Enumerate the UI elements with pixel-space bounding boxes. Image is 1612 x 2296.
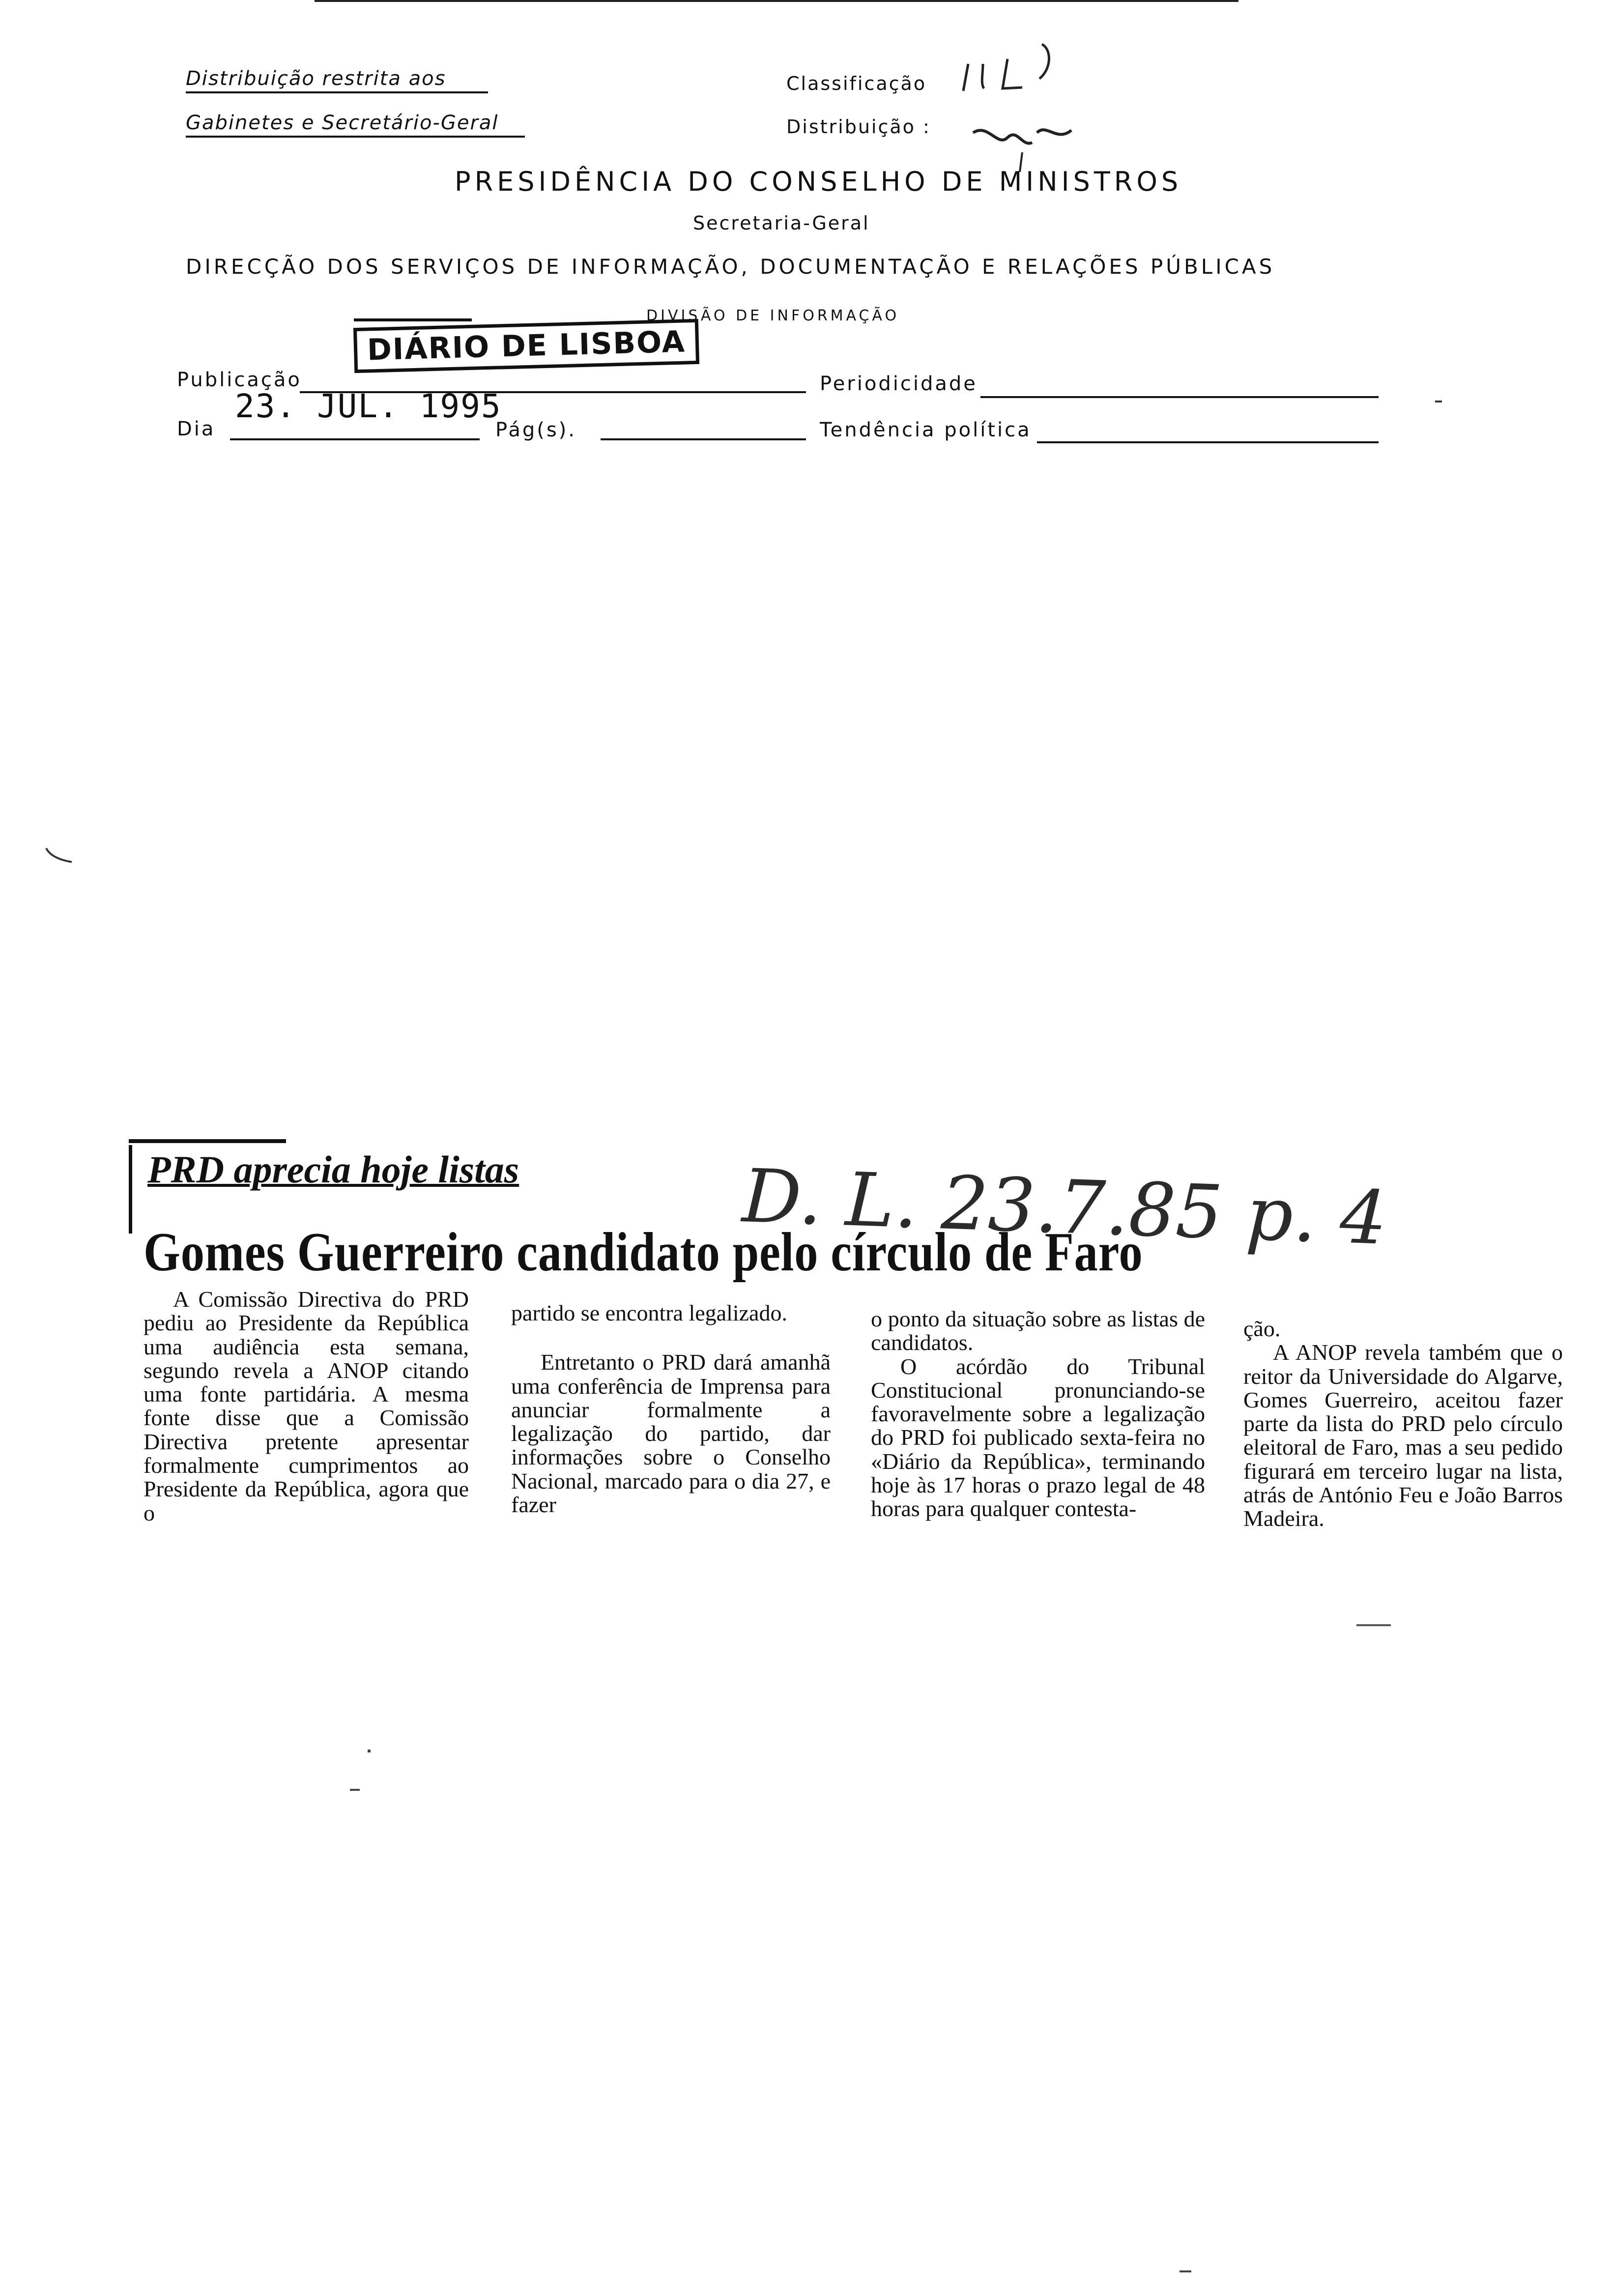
article-column-4 <box>1243 1317 1563 1531</box>
scan-edge-line <box>315 0 1238 2</box>
periodicity-line <box>980 396 1379 398</box>
publication-stamp: DIÁRIO DE LISBOA <box>353 319 699 373</box>
scan-speck <box>1180 2270 1191 2272</box>
pages-label: Pág(s). <box>495 419 576 441</box>
institution-title: PRESIDÊNCIA DO CONSELHO DE MINISTROS <box>455 166 1182 197</box>
article-kicker: PRD aprecia hoje listas <box>147 1148 519 1191</box>
day-line <box>230 438 480 440</box>
scan-speck <box>1356 1624 1391 1626</box>
article-column-3 <box>871 1307 1205 1521</box>
day-label: Dia <box>177 418 216 440</box>
tendency-line <box>1037 441 1379 443</box>
day-value: 23. JUL. 1995 <box>235 387 502 425</box>
scan-mark-left <box>45 845 75 865</box>
article-paragraph: ção. <box>1243 1316 1281 1341</box>
handwritten-initials <box>953 29 1111 172</box>
scan-speck <box>368 1750 371 1752</box>
classification-label: Classificação <box>786 73 927 94</box>
periodicity-label: Periodicidade <box>820 373 978 395</box>
restriction-line-1: Distribuição restrita aos <box>186 69 488 93</box>
handwritten-reference: D. L. 23.7.85 p. 4 <box>741 1153 1388 1262</box>
scan-speck <box>350 1789 360 1791</box>
secretariat-title: Secretaria-Geral <box>693 212 870 234</box>
article-column-2 <box>511 1301 831 1517</box>
directorate-title: DIRECÇÃO DOS SERVIÇOS DE INFORMAÇÃO, DOCUMENTAÇÃO E RELAÇÕES PÚBLICAS <box>186 255 1275 279</box>
article-paragraph: A Comissão Directiva do PRD pediu ao Presidente da República uma audiência esta semana, segundo revela a ANOP citando uma fonte partidária. A mesma fonte disse que a Comissão Directiva pretente apresentar formalmente cumprimentos ao Presidente da República, agora que o <box>144 1287 469 1525</box>
clipping-left-edge <box>129 1145 132 1234</box>
article-headline: Gomes Guerreiro candidato pelo círculo de Faro <box>144 1222 1143 1283</box>
pages-line <box>601 438 806 440</box>
article-paragraph: partido se encontra legalizado. <box>511 1300 787 1325</box>
restriction-line-2: Gabinetes e Secretário-Geral <box>186 113 525 138</box>
distribution-label: Distribuição : <box>786 116 931 138</box>
article-paragraph: A ANOP revela também que o reitor da Universidade do Algarve, Gomes Guerreiro, aceitou fazer parte da lista do PRD pelo círculo eleitoral de Faro, mas a seu pedido figurará em terceiro lugar na lista, atrás de António Feu e João Barros Madeira. <box>1243 1340 1563 1531</box>
tendency-label: Tendência política <box>820 419 1032 441</box>
article-column-1 <box>144 1288 469 1525</box>
scan-mark <box>1435 401 1442 402</box>
clipping-corner-mark <box>129 1139 286 1143</box>
article-paragraph: Entretanto o PRD dará amanhã uma conferência de Imprensa para anunciar formalmente a legalização do partido, dar informações sobre o Conselho Nacional, marcado para o dia 27, e fazer <box>511 1349 831 1518</box>
publication-label: Publicação <box>177 369 302 391</box>
article-paragraph: o ponto da situação sobre as listas de candidatos. <box>871 1306 1205 1355</box>
division-title: DIVISÃO DE INFORMAÇÃO <box>646 307 900 324</box>
article-paragraph: O acórdão do Tribunal Constitucional pronunciando-se favoravelmente sobre a legalização do PRD foi publicado sexta-feira no «Diário da República», terminando hoje às 17 horas o prazo legal de 48 horas para qualquer contesta- <box>871 1353 1205 1521</box>
stamp-tick <box>354 318 472 321</box>
